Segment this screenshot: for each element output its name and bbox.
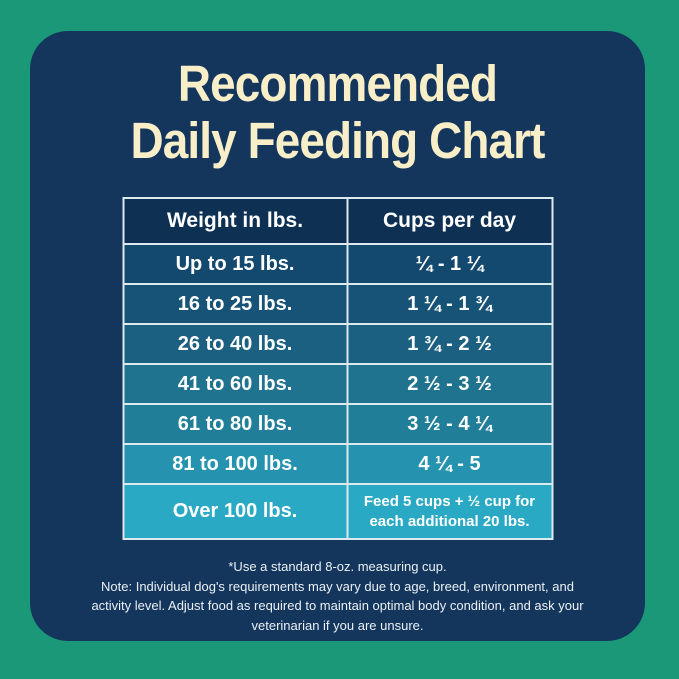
page-title: [61, 31, 615, 169]
cups-cell: Feed 5 cups + ½ cup for each additional 20 lbs.: [346, 485, 551, 538]
cups-cell: 1 ¾ - 2 ½: [346, 325, 551, 363]
weight-cell: Over 100 lbs.: [172, 500, 298, 522]
footnote-measuring-cup-note: *Use a standard 8-oz. measuring cup.: [228, 559, 447, 574]
cups-cell: 4 ¼ - 5: [346, 445, 551, 483]
table-row: [124, 443, 551, 483]
table-row: [124, 483, 551, 538]
table-row: [124, 323, 551, 363]
table-row: [124, 363, 551, 403]
table-row: [124, 243, 551, 283]
title-line-2: Daily Feeding Chart: [130, 112, 545, 169]
table-header-row: [124, 199, 551, 243]
cups-cell: 3 ½ - 4 ¼: [346, 405, 551, 443]
footnote-vet-note: Note: Individual dog's requirements may vary due to age, breed, environment, and activity level. Adjust food as required to maintain optimal body condition, and ask your veterinarian if you are unsure.: [91, 578, 584, 633]
table-row: [124, 283, 551, 323]
weight-cell: 41 to 60 lbs.: [177, 372, 293, 395]
feeding-chart-card: [30, 31, 645, 641]
weight-cell: 26 to 40 lbs.: [177, 332, 293, 355]
cups-cell: ¼ - 1 ¼: [346, 245, 551, 283]
footnote: [85, 557, 590, 635]
title-line-1: Recommended: [177, 55, 498, 112]
weight-cell: 16 to 25 lbs.: [177, 292, 293, 315]
col-header-weight: Weight in lbs.: [166, 209, 304, 232]
col-header-cups: Cups per day: [346, 199, 551, 243]
table-row: [124, 403, 551, 443]
cups-cell: 2 ½ - 3 ½: [346, 365, 551, 403]
weight-cell: 81 to 100 lbs.: [172, 452, 298, 475]
feeding-table: [122, 197, 553, 540]
table-body: [124, 243, 551, 538]
weight-cell: 61 to 80 lbs.: [177, 412, 293, 435]
weight-cell: Up to 15 lbs.: [175, 252, 295, 275]
cups-cell: 1 ¼ - 1 ¾: [346, 285, 551, 323]
